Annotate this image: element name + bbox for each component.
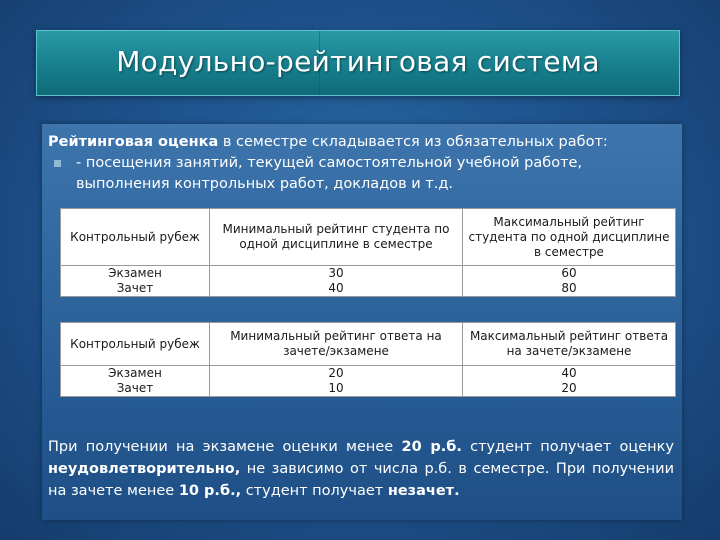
header-cell: Максимальный рейтинг студента по одной дисциплине в семестре [463,209,676,266]
table-cell [61,266,210,297]
slide-title: Модульно-рейтинговая система [116,45,600,78]
semester-rating-table [60,208,676,297]
title-box [36,30,680,96]
outro-text [48,436,674,502]
outro-bold: 20 р.б. [401,439,462,455]
table-cell [463,366,676,397]
header-cell: Минимальный рейтинг ответа на зачете/экзамене [210,323,463,366]
table-cell [61,366,210,397]
intro-lead [48,132,674,153]
bullet-line-1: - посещения занятий, текущей самостоятельной учебной работе, [76,155,583,171]
cell-line: 40 [561,366,577,380]
intro-lead-bold: Рейтинговая оценка [48,134,219,150]
cell-line: 40 [328,281,344,295]
cell-line: 20 [328,366,344,380]
intro-text [48,132,674,195]
outro-bold: незачет. [387,483,460,499]
bullet-line-2: выполнения контрольных работ, докладов и т.д. [76,176,453,192]
table-header-row [61,209,676,266]
header-cell: Контрольный рубеж [61,209,210,266]
cell-line: Зачет [116,281,154,295]
header-cell: Контрольный рубеж [61,323,210,366]
cell-line: 10 [328,381,344,395]
outro-part: студент получает оценку [461,439,674,455]
cell-line: 30 [328,266,344,280]
cell-line: Экзамен [108,366,162,380]
table-cell [463,266,676,297]
outro-bold: неудовлетворительно, [48,461,241,477]
content-panel [42,124,682,520]
cell-line: Экзамен [108,266,162,280]
cell-line: Зачет [116,381,154,395]
outro-part: студент получает [241,483,388,499]
table-row [61,366,676,397]
table-row [61,266,676,297]
header-cell: Максимальный рейтинг ответа на зачете/экзамене [463,323,676,366]
cell-line: 60 [561,266,577,280]
table-cell [210,266,463,297]
square-bullet-icon [54,160,61,167]
header-cell: Минимальный рейтинг студента по одной дисциплине в семестре [210,209,463,266]
outro-part: При получении на экзамене оценки менее [48,439,402,455]
exam-rating-table [60,322,676,397]
cell-line: 20 [561,381,577,395]
intro-lead-rest: в семестре складывается из обязательных работ: [218,134,608,150]
table-header-row [61,323,676,366]
table-cell [210,366,463,397]
outro-bold: 10 р.б., [178,483,242,499]
cell-line: 80 [561,281,577,295]
bullet-item [48,153,674,195]
outro-part: не зависимо от числа р.б. в семестре. При получении на зачете менее [48,461,674,499]
